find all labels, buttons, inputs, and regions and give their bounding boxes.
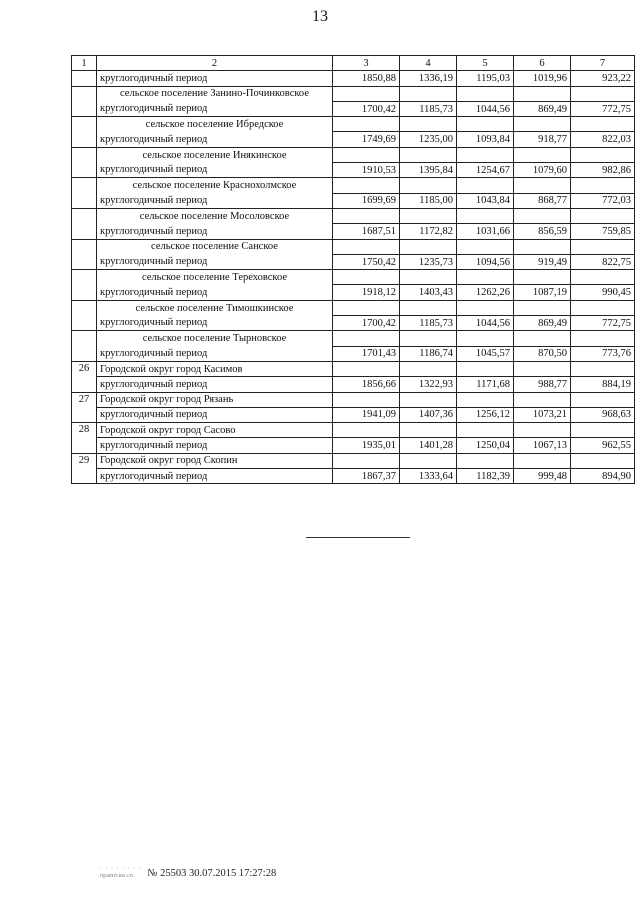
table-row	[72, 71, 635, 86]
value-cell: 822,75	[571, 254, 635, 269]
table-row	[72, 285, 635, 300]
value-cell: 1073,21	[514, 407, 571, 422]
empty-cell	[457, 147, 514, 162]
value-cell: 1031,66	[457, 224, 514, 239]
table-row	[72, 101, 635, 116]
value-cell: 1333,64	[400, 469, 457, 484]
empty-cell	[333, 423, 400, 438]
table-row-heading	[72, 361, 635, 376]
period-label: круглогодичный период	[97, 469, 333, 484]
value-cell: 988,77	[514, 377, 571, 392]
empty-cell	[571, 239, 635, 254]
empty-cell	[457, 300, 514, 315]
empty-cell	[514, 300, 571, 315]
row-label: Городской округ город Скопин	[97, 453, 333, 468]
value-cell: 1067,13	[514, 438, 571, 453]
table-row	[72, 377, 635, 392]
closing-rule	[306, 537, 410, 538]
empty-cell	[514, 331, 571, 346]
value-cell: 1171,68	[457, 377, 514, 392]
empty-cell	[400, 331, 457, 346]
value-cell: 773,76	[571, 346, 635, 361]
row-index: 28	[72, 423, 97, 454]
empty-cell	[400, 423, 457, 438]
row-index	[72, 117, 97, 148]
empty-cell	[457, 178, 514, 193]
table-row	[72, 407, 635, 422]
row-index: 26	[72, 361, 97, 392]
row-index	[72, 178, 97, 209]
empty-cell	[457, 86, 514, 101]
value-cell: 870,50	[514, 346, 571, 361]
value-cell: 1750,42	[333, 254, 400, 269]
row-index	[72, 208, 97, 239]
row-index	[72, 86, 97, 117]
empty-cell	[457, 239, 514, 254]
table-row	[72, 346, 635, 361]
empty-cell	[457, 392, 514, 407]
empty-cell	[571, 147, 635, 162]
registration-number: № 25503 30.07.2015 17:27:28	[147, 867, 277, 879]
row-index: 27	[72, 392, 97, 423]
stamp-line: · · · · · · · ·	[100, 866, 142, 872]
row-label: Городской округ город Касимов	[97, 361, 333, 376]
empty-cell	[514, 392, 571, 407]
row-index	[72, 71, 97, 86]
value-cell: 1094,56	[457, 254, 514, 269]
row-label: сельское поселение Тырновское	[97, 331, 333, 346]
empty-cell	[514, 147, 571, 162]
value-cell: 1044,56	[457, 101, 514, 116]
empty-cell	[400, 361, 457, 376]
value-cell: 1235,00	[400, 132, 457, 147]
row-label: сельское поселение Тереховское	[97, 270, 333, 285]
empty-cell	[571, 117, 635, 132]
value-cell: 1044,56	[457, 316, 514, 331]
empty-cell	[571, 300, 635, 315]
table-row-heading	[72, 270, 635, 285]
value-cell: 1235,73	[400, 254, 457, 269]
value-cell: 1941,09	[333, 407, 400, 422]
period-label: круглогодичный период	[97, 71, 333, 86]
value-cell: 1262,26	[457, 285, 514, 300]
value-cell: 822,03	[571, 132, 635, 147]
row-label: сельское поселение Краснохолмское	[97, 178, 333, 193]
value-cell: 990,45	[571, 285, 635, 300]
period-label: круглогодичный период	[97, 316, 333, 331]
value-cell: 1045,57	[457, 346, 514, 361]
value-cell: 1401,28	[400, 438, 457, 453]
empty-cell	[400, 300, 457, 315]
value-cell: 1043,84	[457, 193, 514, 208]
value-cell: 1749,69	[333, 132, 400, 147]
value-cell: 1182,39	[457, 469, 514, 484]
row-index	[72, 270, 97, 301]
value-cell: 1867,37	[333, 469, 400, 484]
tariff-table	[71, 55, 635, 484]
value-cell: 1322,93	[400, 377, 457, 392]
empty-cell	[514, 239, 571, 254]
table-body	[72, 71, 635, 484]
period-label: круглогодичный период	[97, 132, 333, 147]
period-label: круглогодичный период	[97, 193, 333, 208]
value-cell: 1910,53	[333, 163, 400, 178]
empty-cell	[514, 453, 571, 468]
value-cell: 962,55	[571, 438, 635, 453]
table-row-heading	[72, 208, 635, 223]
table-row-heading	[72, 239, 635, 254]
empty-cell	[457, 208, 514, 223]
table-row-heading	[72, 86, 635, 101]
row-label: сельское поселение Ибредское	[97, 117, 333, 132]
header-cell: 6	[514, 56, 571, 71]
empty-cell	[571, 178, 635, 193]
table-row-heading	[72, 453, 635, 468]
empty-cell	[457, 117, 514, 132]
table-row-heading	[72, 392, 635, 407]
value-cell: 982,86	[571, 163, 635, 178]
value-cell: 1185,73	[400, 316, 457, 331]
empty-cell	[333, 270, 400, 285]
empty-cell	[333, 86, 400, 101]
period-label: круглогодичный период	[97, 254, 333, 269]
value-cell: 856,59	[514, 224, 571, 239]
empty-cell	[333, 331, 400, 346]
value-cell: 1856,66	[333, 377, 400, 392]
table-row	[72, 193, 635, 208]
table-row	[72, 469, 635, 484]
value-cell: 869,49	[514, 316, 571, 331]
table-row-heading	[72, 117, 635, 132]
row-label: сельское поселение Тимошкинское	[97, 300, 333, 315]
value-cell: 1935,01	[333, 438, 400, 453]
empty-cell	[400, 392, 457, 407]
empty-cell	[514, 208, 571, 223]
row-index	[72, 300, 97, 331]
value-cell: 918,77	[514, 132, 571, 147]
header-cell: 2	[97, 56, 333, 71]
row-label: Городской округ город Рязань	[97, 392, 333, 407]
row-label: сельское поселение Мосоловское	[97, 208, 333, 223]
empty-cell	[333, 117, 400, 132]
empty-cell	[333, 239, 400, 254]
value-cell: 868,77	[514, 193, 571, 208]
empty-cell	[571, 392, 635, 407]
value-cell: 1093,84	[457, 132, 514, 147]
registration-stamp	[100, 866, 141, 880]
empty-cell	[400, 178, 457, 193]
header-cell: 7	[571, 56, 635, 71]
value-cell: 1185,00	[400, 193, 457, 208]
empty-cell	[400, 147, 457, 162]
period-label: круглогодичный период	[97, 163, 333, 178]
value-cell: 1195,03	[457, 71, 514, 86]
period-label: круглогодичный период	[97, 407, 333, 422]
empty-cell	[457, 453, 514, 468]
value-cell: 1185,73	[400, 101, 457, 116]
empty-cell	[333, 178, 400, 193]
header-cell: 1	[72, 56, 97, 71]
value-cell: 1407,36	[400, 407, 457, 422]
empty-cell	[514, 361, 571, 376]
table-row-heading	[72, 178, 635, 193]
row-label: сельское поселение Инякинское	[97, 147, 333, 162]
row-index	[72, 147, 97, 178]
row-index: 29	[72, 453, 97, 484]
page-number: 13	[312, 8, 328, 25]
header-cell: 3	[333, 56, 400, 71]
value-cell: 1186,74	[400, 346, 457, 361]
empty-cell	[400, 270, 457, 285]
value-cell: 1087,19	[514, 285, 571, 300]
value-cell: 999,48	[514, 469, 571, 484]
empty-cell	[457, 361, 514, 376]
empty-cell	[571, 361, 635, 376]
empty-cell	[514, 178, 571, 193]
empty-cell	[333, 208, 400, 223]
period-label: круглогодичный период	[97, 285, 333, 300]
table-row	[72, 132, 635, 147]
row-label: Городской округ город Сасово	[97, 423, 333, 438]
value-cell: 968,63	[571, 407, 635, 422]
row-index	[72, 331, 97, 362]
registration-footer	[100, 866, 276, 880]
empty-cell	[400, 208, 457, 223]
empty-cell	[333, 453, 400, 468]
value-cell: 1019,96	[514, 71, 571, 86]
value-cell: 772,75	[571, 101, 635, 116]
empty-cell	[571, 86, 635, 101]
value-cell: 1700,42	[333, 101, 400, 116]
value-cell: 1250,04	[457, 438, 514, 453]
empty-cell	[457, 423, 514, 438]
stamp-line: правит.вы.сп.	[100, 873, 135, 879]
header-cell: 4	[400, 56, 457, 71]
value-cell: 1256,12	[457, 407, 514, 422]
empty-cell	[571, 270, 635, 285]
empty-cell	[400, 117, 457, 132]
value-cell: 884,19	[571, 377, 635, 392]
row-label: сельское поселение Занино-Починковское	[97, 86, 333, 101]
empty-cell	[333, 361, 400, 376]
table-header-row	[72, 56, 635, 71]
value-cell: 923,22	[571, 71, 635, 86]
empty-cell	[514, 423, 571, 438]
value-cell: 1687,51	[333, 224, 400, 239]
period-label: круглогодичный период	[97, 346, 333, 361]
empty-cell	[571, 453, 635, 468]
table-row	[72, 163, 635, 178]
table-row-heading	[72, 331, 635, 346]
empty-cell	[571, 423, 635, 438]
period-label: круглогодичный период	[97, 224, 333, 239]
value-cell: 1395,84	[400, 163, 457, 178]
value-cell: 772,75	[571, 316, 635, 331]
period-label: круглогодичный период	[97, 438, 333, 453]
empty-cell	[457, 270, 514, 285]
empty-cell	[514, 270, 571, 285]
empty-cell	[571, 208, 635, 223]
period-label: круглогодичный период	[97, 101, 333, 116]
table-row-heading	[72, 300, 635, 315]
value-cell: 919,49	[514, 254, 571, 269]
empty-cell	[457, 331, 514, 346]
empty-cell	[333, 300, 400, 315]
empty-cell	[514, 117, 571, 132]
value-cell: 1403,43	[400, 285, 457, 300]
value-cell: 1701,43	[333, 346, 400, 361]
row-index	[72, 239, 97, 270]
empty-cell	[400, 453, 457, 468]
value-cell: 1850,88	[333, 71, 400, 86]
value-cell: 1700,42	[333, 316, 400, 331]
value-cell: 1336,19	[400, 71, 457, 86]
value-cell: 759,85	[571, 224, 635, 239]
value-cell: 1079,60	[514, 163, 571, 178]
period-label: круглогодичный период	[97, 377, 333, 392]
table-row	[72, 254, 635, 269]
empty-cell	[400, 239, 457, 254]
value-cell: 894,90	[571, 469, 635, 484]
table-row	[72, 438, 635, 453]
value-cell: 1172,82	[400, 224, 457, 239]
row-label: сельское поселение Санское	[97, 239, 333, 254]
table-row	[72, 224, 635, 239]
table-row	[72, 316, 635, 331]
empty-cell	[333, 392, 400, 407]
header-cell: 5	[457, 56, 514, 71]
value-cell: 1918,12	[333, 285, 400, 300]
empty-cell	[514, 86, 571, 101]
table-row-heading	[72, 147, 635, 162]
value-cell: 772,03	[571, 193, 635, 208]
value-cell: 1699,69	[333, 193, 400, 208]
value-cell: 1254,67	[457, 163, 514, 178]
empty-cell	[400, 86, 457, 101]
table-row-heading	[72, 423, 635, 438]
empty-cell	[333, 147, 400, 162]
value-cell: 869,49	[514, 101, 571, 116]
empty-cell	[571, 331, 635, 346]
